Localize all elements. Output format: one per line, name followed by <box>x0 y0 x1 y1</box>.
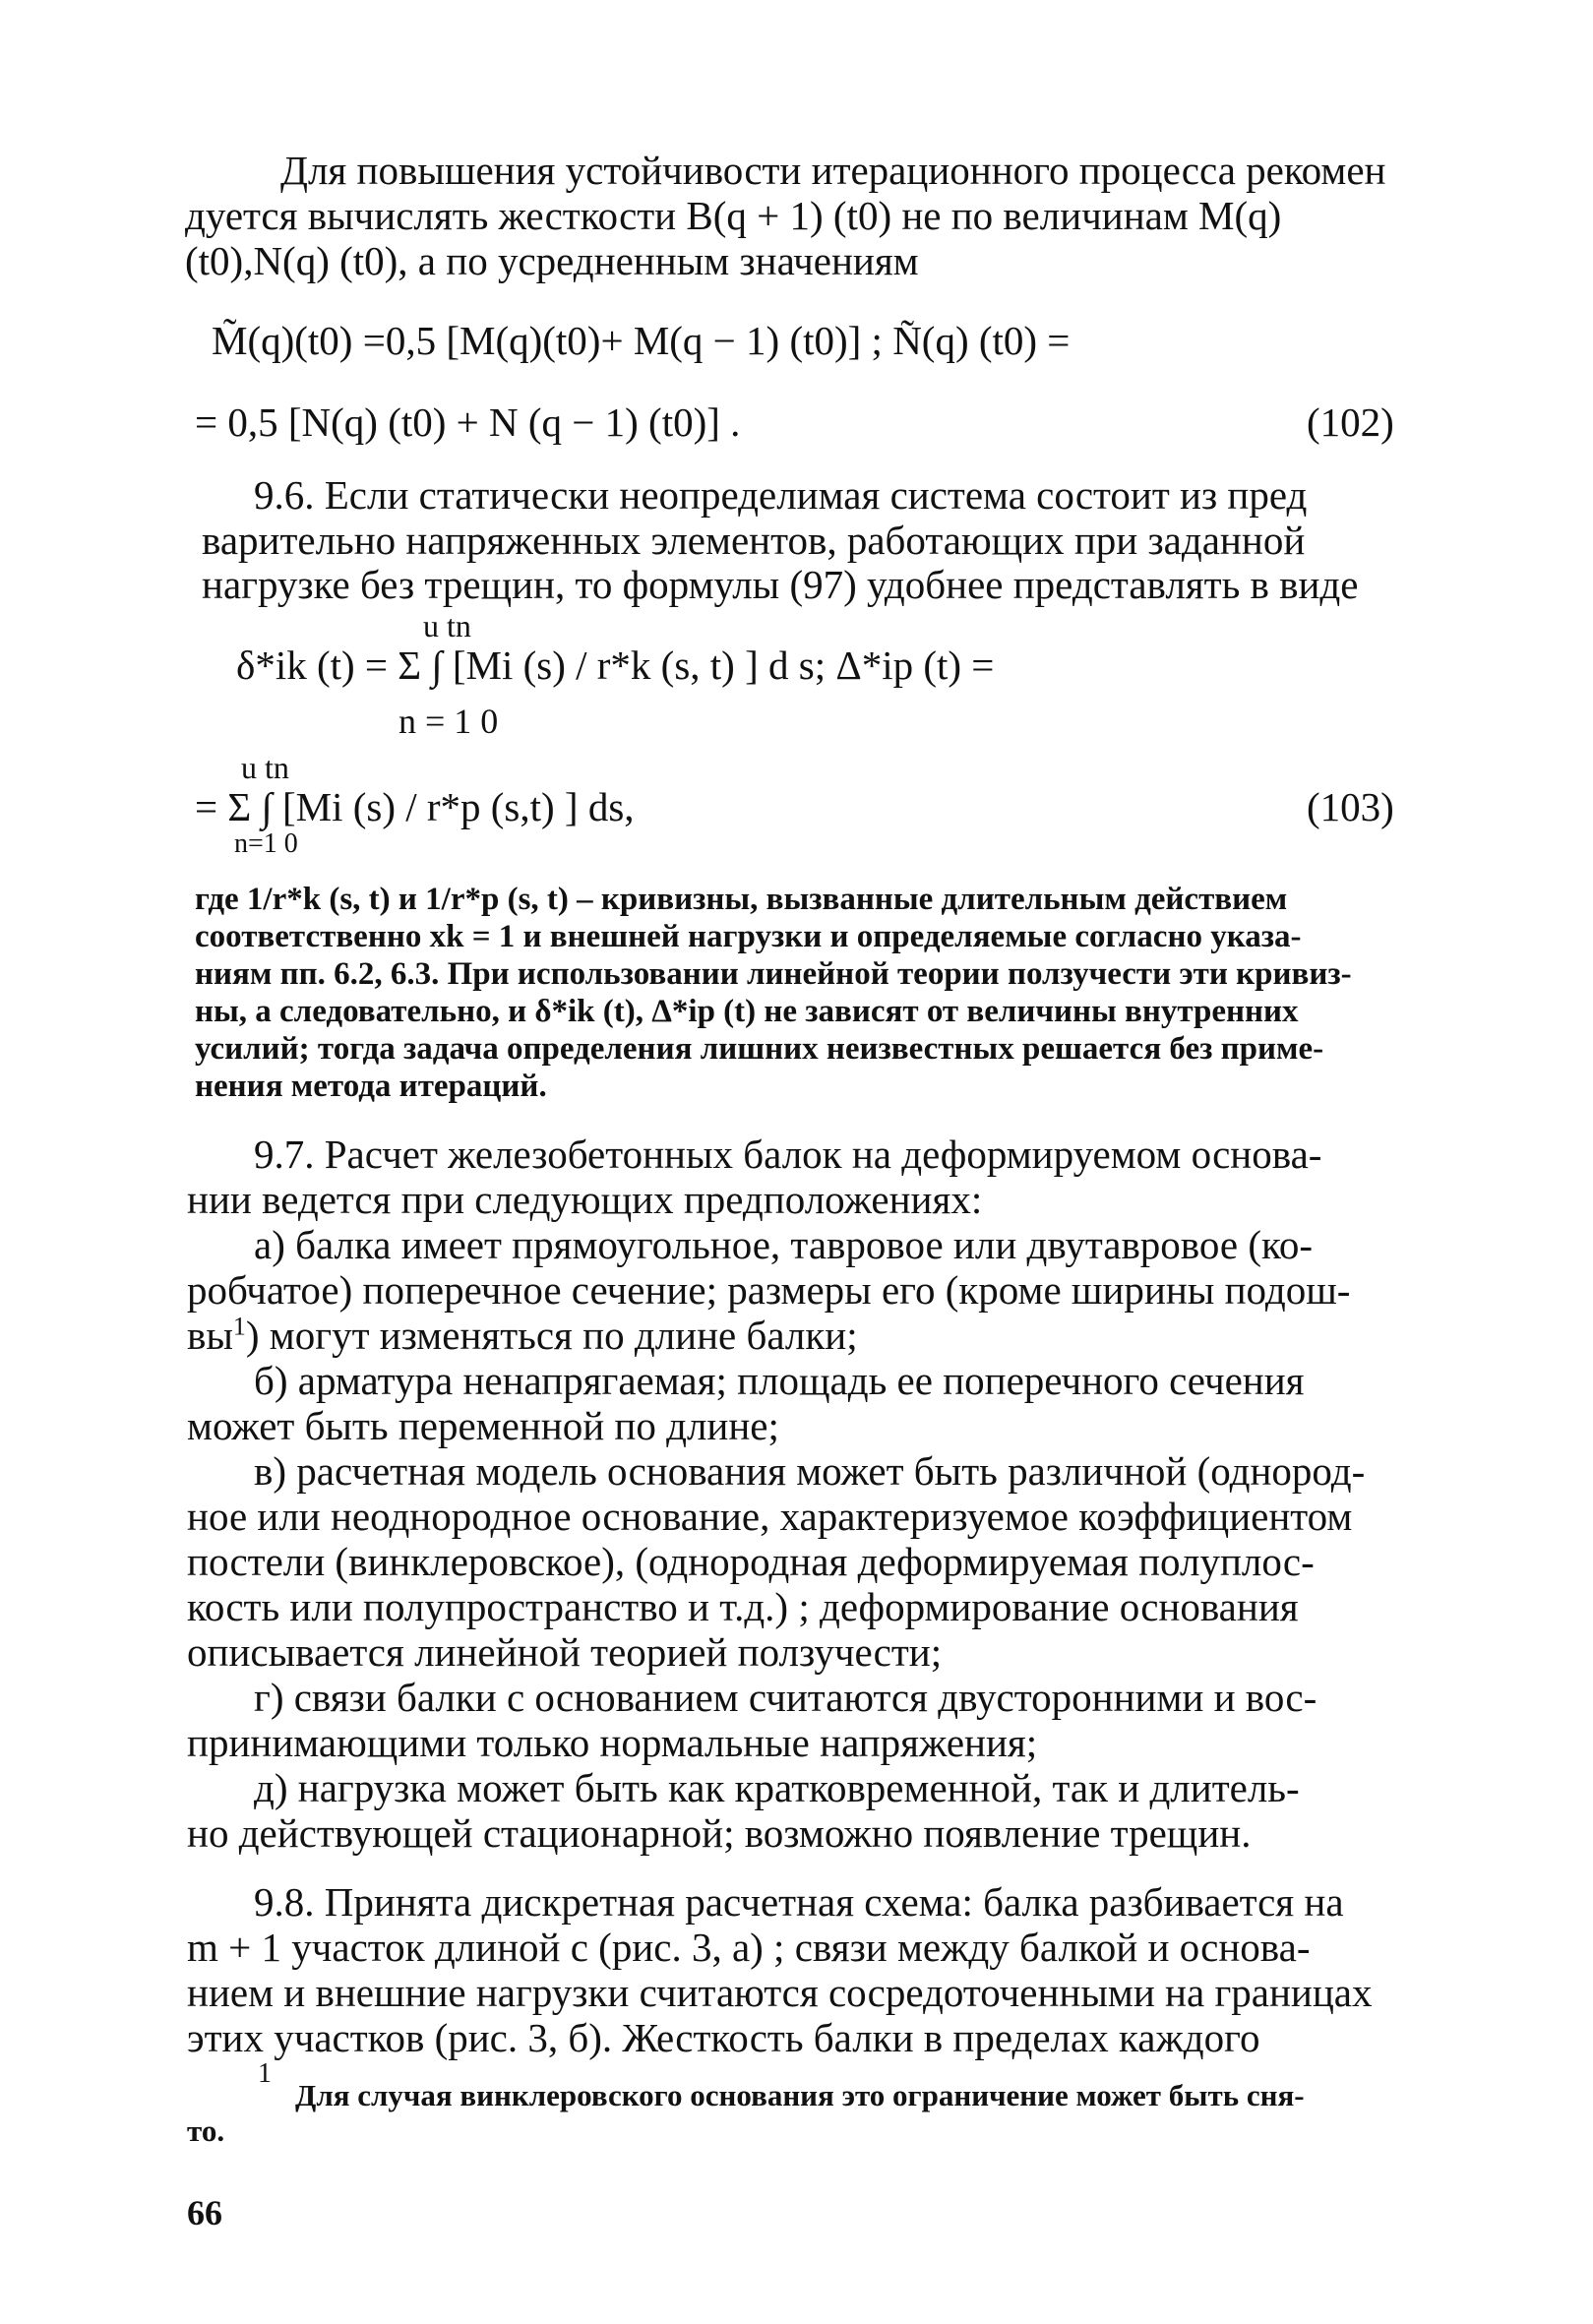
where-line-1: где 1/r*k (s, t) и 1/r*p (s, t) – кривизны, вызванные длительным действием <box>195 882 1288 917</box>
item-a-line-2: робчатое) поперечное сечение; размеры его (кроме ширины подош- <box>187 1267 1351 1313</box>
section-9-6-line-2: варительно напряженных элементов, работающих при заданной <box>202 518 1306 563</box>
intro-line-2: дуется вычислять жесткости B(q + 1) (t0) не по величинам M(q) <box>185 193 1282 238</box>
formula-103-line-2: = Σ ∫ [Mi (s) / r*p (s,t) ] ds, <box>195 784 635 829</box>
formula-103-number: (103) <box>1307 784 1394 829</box>
item-c-line-1: в) расчетная модель основания может быть различной (однород- <box>254 1448 1366 1494</box>
section-9-7-line-2: нии ведется при следующих предположениях: <box>187 1177 983 1222</box>
footnote-line-1: Для случая винклеровского основания это ограничение может быть сня- <box>295 2078 1305 2112</box>
item-c-line-2: ное или неоднородное основание, характеризуемое коэффициентом <box>187 1494 1353 1539</box>
section-9-8-line-2: m + 1 участок длиной с (рис. 3, а) ; связи между балкой и основа- <box>187 1925 1311 1970</box>
formula-103-line-1: δ*ik (t) = Σ ∫ [Mi (s) / r*k (s, t) ] d s; Δ*ip (t) = <box>236 642 995 688</box>
item-b-line-1: б) арматура ненапрягаемая; площадь ее поперечного сечения <box>254 1358 1305 1403</box>
where-line-2: соответственно xk = 1 и внешней нагрузки и определяемые согласно указа- <box>195 919 1302 954</box>
item-c-line-3: постели (винклеровское), (однородная деформируемая полуплос- <box>187 1539 1315 1584</box>
item-e-line-1: д) нагрузка может быть как кратковременной, так и длитель- <box>254 1765 1300 1810</box>
formula-102-line-1: M̃(q)(t0) =0,5 [M(q)(t0)+ M(q − 1) (t0)] ; Ñ(q) (t0) = <box>212 318 1071 363</box>
formula-103-line-1-upper: u tn <box>423 608 471 643</box>
where-line-5: усилий; тогда задача определения лишних неизвестных решается без приме- <box>195 1031 1324 1067</box>
page-number: 66 <box>187 2193 222 2232</box>
formula-103-line-2-lower: n=1 0 <box>234 828 298 859</box>
formula-103-line-1-lower: n = 1 0 <box>398 702 499 741</box>
footnote-mark: 1 <box>258 2058 272 2089</box>
item-c-line-4: кость или полупространство и т.д.) ; деформирование основания <box>187 1584 1299 1629</box>
where-line-3: ниям пп. 6.2, 6.3. При использовании линейной теории ползучести эти кривиз- <box>195 956 1352 992</box>
formula-103-line-2-upper: u tn <box>241 750 289 785</box>
footnote-ref: 1 <box>232 1312 246 1341</box>
item-e-line-2: но действующей стационарной; возможно появление трещин. <box>187 1810 1252 1856</box>
where-line-4: ны, а следовательно, и δ*ik (t), Δ*ip (t) не зависят от величины внутренних <box>195 994 1299 1029</box>
item-c-line-5: описывается линейной теорией ползучести; <box>187 1629 943 1675</box>
intro-line-3: (t0),N(q) (t0), а по усредненным значениям <box>185 238 919 283</box>
section-9-6-line-3: нагрузке без трещин, то формулы (97) удобнее представлять в виде <box>202 562 1359 607</box>
item-d-line-1: г) связи балки с основанием считаются двусторонними и вос- <box>254 1675 1317 1720</box>
section-9-8-line-1: 9.8. Принята дискретная расчетная схема: балка разбивается на <box>254 1879 1344 1925</box>
item-a-line-1: а) балка имеет прямоугольное, тавровое или двутавровое (ко- <box>254 1222 1313 1267</box>
formula-102-number: (102) <box>1307 399 1394 445</box>
section-9-6-line-1: 9.6. Если статически неопределимая система состоит из пред <box>254 472 1308 518</box>
item-b-line-2: может быть переменной по длине; <box>187 1403 779 1448</box>
section-9-8-line-4: этих участков (рис. 3, б). Жесткость балки в пределах каждого <box>187 2015 1260 2060</box>
item-d-line-2: принимающими только нормальные напряжения; <box>187 1720 1038 1765</box>
section-9-8-line-3: нием и внешние нагрузки считаются сосредоточенными на границах <box>187 1970 1373 2015</box>
footnote-line-2: то. <box>187 2113 225 2148</box>
intro-line-1: Для повышения устойчивости итерационного процесса рекомен <box>280 148 1386 193</box>
formula-102-line-2: = 0,5 [N(q) (t0) + N (q − 1) (t0)] . <box>195 399 741 445</box>
where-line-6: нения метода итераций. <box>195 1069 547 1104</box>
item-a-line-3: $вы^1$) могут изменяться по длине балки; <box>187 1312 858 1358</box>
section-9-7-line-1: 9.7. Расчет железобетонных балок на деформируемом основа- <box>254 1131 1322 1177</box>
